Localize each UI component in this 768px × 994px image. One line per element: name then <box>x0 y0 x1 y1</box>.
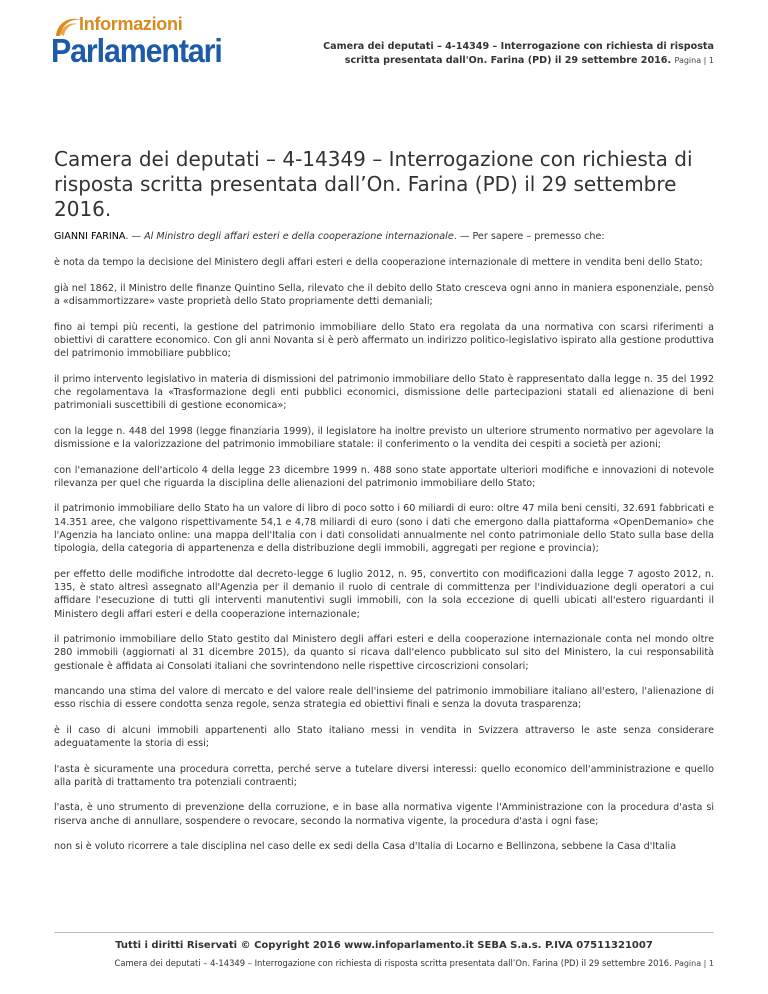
header-title-line2 <box>294 54 714 68</box>
body-paragraph: è il caso di alcuni immobili appartenenti allo Stato italiano messi in vendita in Svizzera attraverso le aste senza considerare adeguatamente la storia di essi; <box>54 724 714 750</box>
intro-rest: . — Per sapere – premesso che: <box>453 231 605 242</box>
body-paragraph: il primo intervento legislativo in materia di dismissioni del patrimonio immobiliare dello Stato è rappresentato dalla legge n. 35 del 1992 che regolamentava la «Trasformazione degli enti pubblici economici, dismissione delle partecipazioni statali ed alienazione di beni patrimoniali suscettibili di gestione economica»; <box>54 373 714 412</box>
author-name: GIANNI FARINA <box>54 231 126 242</box>
addressee: Al Ministro degli affari esteri e della cooperazione internazionale <box>144 231 454 242</box>
body-paragraph: fino ai tempi più recenti, la gestione del patrimonio immobiliare dello Stato era regolata da una normativa con scarsi riferimenti a obiettivi di carattere economico. Con gli anni Novanta si è però affermato un indirizzo politico-legislativo ispirato alla gestione produttiva del patrimonio immobiliare pubblico; <box>54 321 714 360</box>
page-header <box>294 40 714 67</box>
body-paragraph: con la legge n. 448 del 1998 (legge finanziaria 1999), il legislatore ha inoltre previsto un ulteriore strumento normativo per agevolare la dismissione e la valorizzazione del patrimonio immobiliare statale: il conferimento o la vendita dei cespiti a società per azioni; <box>54 425 714 451</box>
header-title-line1: Camera dei deputati – 4-14349 – Interrogazione con richiesta di risposta <box>323 41 714 52</box>
footer-doc-title-text: Camera dei deputati – 4-14349 – Interrogazione con richiesta di risposta scritta presentata dall’On. Farina (PD) il 29 settembre 2016. <box>114 958 672 968</box>
document-body <box>54 230 714 866</box>
site-logo <box>51 12 222 74</box>
header-title-line2-text: scritta presentata dall'On. Farina (PD) il 29 settembre 2016. <box>344 54 672 66</box>
intro-paragraph <box>54 230 714 243</box>
logo-top-text: Informazioni <box>79 14 183 34</box>
body-paragraph: è nota da tempo la decisione del Ministero degli affari esteri e della cooperazione internazionale di mettere in vendita beni dello Stato; <box>54 257 703 269</box>
footer-copyright: Tutti i diritti Riservati © Copyright 2016 www.infoparlamento.it SEBA S.a.s. P.IVA 07511321007 <box>115 940 653 951</box>
footer-doc-title <box>14 958 714 968</box>
body-paragraph: l'asta è sicuramente una procedura corretta, perché serve a tutelare diversi interessi: quello economico dell'amministrazione e quello alla parità di trattamento tra potenziali contraenti; <box>54 763 714 788</box>
body-paragraph: mancando una stima del valore di mercato e del valore reale dell'insieme del patrimonio immobiliare italiano all'estero, l'alienazione di esso rischia di essere condotta senza regole, senza strategia ed obiettivi finali e senza la dovuta trasparenza; <box>54 686 714 711</box>
body-paragraph: per effetto delle modifiche introdotte dal decreto-legge 6 luglio 2012, n. 95, convertito con modificazioni dalla legge 7 agosto 2012, n. 135, è stato altresì assegnato all'Agenzia per il demanio il ruolo di centrale di committenza per l'individuazione degli operatori a cui affidare l'esecuzione di tutti gli interventi manutentivi sugli immobili, con la sola eccezione di quelli ubicati all'estero riguardanti il Ministero degli affari esteri e della cooperazione internazionale; <box>54 568 714 620</box>
body-paragraph: non si è voluto ricorrere a tale disciplina nel caso delle ex sedi della Casa d'Italia di Locarno e Bellinzona, sebbene la Casa d'Italia <box>54 841 677 853</box>
document-title: Camera dei deputati – 4-14349 – Interrogazione con richiesta di risposta scritta presentata dall’On. Farina (PD) il 29 settembre 2016. <box>54 147 693 221</box>
footer-page-number: Pagina | 1 <box>674 959 714 968</box>
logo-bottom-text: Parlamentari <box>51 32 222 69</box>
header-page-number: Pagina | 1 <box>674 55 714 65</box>
footer-divider <box>54 932 714 933</box>
body-paragraph: già nel 1862, il Ministro delle finanze Quintino Sella, rilevato che il debito dello Stato cresceva ogni anno in maniera esponenziale, pensò a «disammortizzare» vaste proprietà dello Stato propriamente detti demaniali; <box>54 282 714 308</box>
body-paragraph: il patrimonio immobiliare dello Stato gestito dal Ministero degli affari esteri e della cooperazione internazionale conta nel mondo oltre 280 immobili (aggiornati al 31 dicembre 2015), da quanto si ricava dall'elenco pubblicato sul sito del Ministero, la cui responsabilità gestionale è affidata ai Consolati italiani che sovrintendono nelle rispettive circoscrizioni consolari; <box>54 634 714 672</box>
intro-separator: . — <box>125 231 145 242</box>
body-paragraph: il patrimonio immobiliare dello Stato ha un valore di libro di poco sotto i 60 miliardi di euro: oltre 47 mila beni censiti, 32.691 fabbricati e 14.351 aree, che valgono rispettivamente 54,1 e 4,78 miliardi di euro (sono i dati che emergono dalla piattaforma «OpenDemanio» che l'Agenzia ha lanciato online: una mappa dell'Italia con i dati consolidati annualmente nel conto patrimoniale dello Stato sulla base della tipologia, della categoria di appartenenza e della distribuzione degli immobili, aggregati per regione e provincia); <box>54 503 714 555</box>
body-paragraph: con l'emanazione dell'articolo 4 della legge 23 dicembre 1999 n. 488 sono state apportate ulteriori modifiche e innovazioni di notevole rilevanza per quel che riguarda la disciplina delle alienazioni del patrimonio immobiliare dello Stato; <box>54 464 714 489</box>
body-paragraph: l'asta, è uno strumento di prevenzione della corruzione, e in base alla normativa vigente l'Amministrazione con la procedura d'asta si riserva anche di annullare, sospendere o revocare, secondo la normativa vigente, la procedura d'asta i ogni fase; <box>54 802 714 827</box>
